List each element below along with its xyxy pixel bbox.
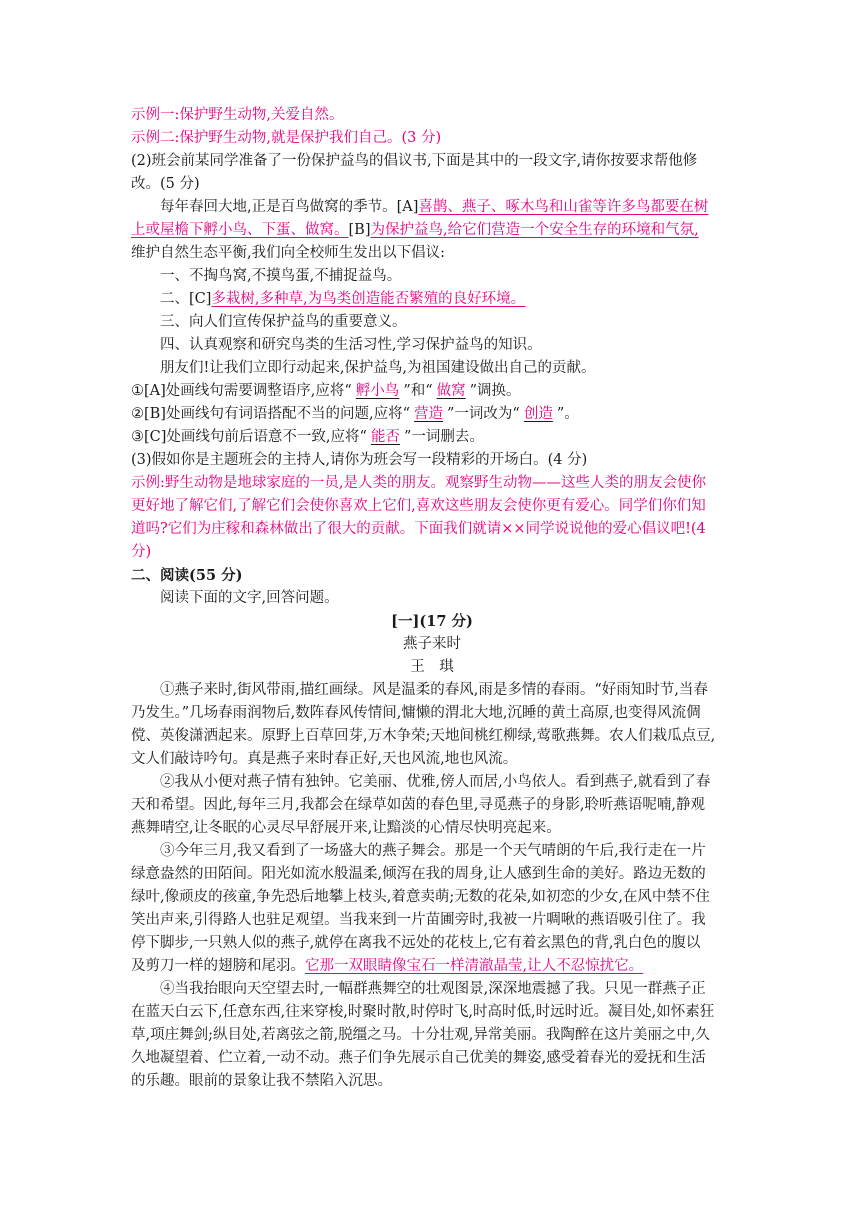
mark-b: [B] <box>348 222 371 238</box>
section-2-intro: 阅读下面的文字,回答问题。 <box>160 590 339 606</box>
proposal-line2 <box>131 219 733 242</box>
underlined-sentence-eyes: 它那一双眼睛像宝石一样清澈晶莹,让人不忍惊扰它。 <box>305 958 644 974</box>
paragraph-4-line: 在蓝天白云下,任意东西,往来穿梭,时聚时散,时停时飞,时高时低,时远时近。凝目处,如怀素狂 <box>131 1004 715 1020</box>
paragraph-3-line: 绿意盎然的田陌间。阳光如流水般温柔,倾泻在我的周身,让人感到生命的美好。路边无数的 <box>131 866 706 882</box>
paragraph-1-line: ①燕子来时,街风带雨,描红画绿。风是温柔的春风,雨是多情的春雨。“好雨知时节,当春 <box>160 682 708 698</box>
question-2-line2: 改。(5 分) <box>131 176 200 192</box>
underlined-sentence-b: 为保护益鸟,给它们营造一个安全生存的环境和气氛, <box>370 222 699 238</box>
question-2-line1: (2)班会前某同学准备了一份保护益鸟的倡议书,下面是其中的一段文字,请你按要求帮他修 <box>131 153 698 169</box>
proposal-text: 每年春回大地,正是百鸟做窝的季节。 <box>160 199 397 215</box>
proposal-closing: 朋友们!让我们立即行动起来,保护益鸟,为祖国建设做出自己的贡献。 <box>160 360 596 376</box>
article-author: 王 琪 <box>410 659 454 675</box>
proposal-item-2: 二、[C]多栽树,多种草,为鸟类创造能否繁殖的良好环境。 <box>160 291 526 307</box>
paragraph-2-line: 燕舞晴空,让冬眠的心灵尽早舒展开来,让黯淡的心情尽快明亮起来。 <box>131 820 561 836</box>
paragraph-3-line: 停下脚步,一只熟人似的燕子,就停在离我不远处的花枝上,它有着玄黑色的背,乳白色的腹以 <box>131 935 701 951</box>
proposal-item-1: 一、不掏鸟窝,不摸鸟蛋,不捕捉益鸟。 <box>160 268 402 284</box>
paragraph-4-line: 久地凝望着、伫立着,一动不动。燕子们争先展示自己优美的舞姿,感受着春光的爱抚和生活 <box>131 1050 706 1066</box>
document-page <box>131 104 733 1093</box>
answer-blank: 能否 <box>370 429 400 445</box>
question-3: (3)假如你是主题班会的主持人,请你为班会写一段精彩的开场白。(4 分) <box>131 452 588 468</box>
q3-answer-line: 道吗?它们为庄稼和森林做出了很大的贡献。下面我们就请××同学说说他的爱心倡议吧!(4 <box>131 521 706 537</box>
paragraph-4-line: 的乐趣。眼前的景象让我不禁陷入沉思。 <box>131 1073 392 1089</box>
example-one: 示例一:保护野生动物,关爱自然。 <box>131 107 344 123</box>
paragraph-1-line: 傥、英俊潇洒起来。原野上百草回芽,万木争荣;天地间桃红柳绿,莺歌燕舞。农人们栽瓜点豆, <box>131 728 716 744</box>
q3-answer-line: 示例:野生动物是地球家庭的一员,是人类的朋友。观察野生动物——这些人类的朋友会使你 <box>131 475 706 491</box>
article-title: 燕子来时 <box>403 636 461 652</box>
subquestion-2: ②[B]处画线句有词语搭配不当的问题,应将“ 营造 ”一词改为“ 创造 ”。 <box>131 403 733 426</box>
example-two: 示例二:保护野生动物,就是保护我们自己。(3 分) <box>131 130 442 146</box>
paragraph-2-line: ②我从小便对燕子情有独钟。它美丽、优雅,傍人而居,小鸟依人。看到燕子,就看到了春 <box>160 774 711 790</box>
paragraph-2-line: 天和希望。因此,每年三月,我都会在绿草如茵的春色里,寻觅燕子的身影,聆听燕语呢喃,静观 <box>131 797 706 813</box>
paragraph-3-line: ③今年三月,我又看到了一场盛大的燕子舞会。那是一个天气晴朗的午后,我行走在一片 <box>160 843 706 859</box>
answer-blank: 做窝 <box>436 383 466 399</box>
answer-blank: 孵小鸟 <box>355 383 400 399</box>
paragraph-3-line: 绿叶,像顽皮的孩童,争先恐后地攀上枝头,着意卖萌;无数的花朵,如初恋的少女,在风中禁不住 <box>131 889 710 905</box>
underlined-sentence-a1: 喜鹊、燕子、啄木鸟和山雀等许多鸟都要在树 <box>418 199 709 215</box>
proposal-item-4: 四、认真观察和研究鸟类的生活习性,学习保护益鸟的知识。 <box>160 337 542 353</box>
answer-blank: 创造 <box>523 406 553 422</box>
paragraph-1-line: 文人们敲诗吟句。真是燕子来时春正好,天也风流,地也风流。 <box>131 751 518 767</box>
proposal-line1 <box>131 196 733 219</box>
section-2-heading: 二、阅读(55 分) <box>131 567 243 584</box>
paragraph-4-line: 草,项庄舞剑;纵目处,若离弦之箭,脱缰之马。十分壮观,异常美丽。我陶醉在这片美丽之中,久 <box>131 1027 710 1043</box>
q3-answer-line: 更好地了解它们,了解它们会使你喜欢上它们,喜欢这些朋友会使你更有爱心。同学们你们知 <box>131 498 706 514</box>
subquestion-1: ①[A]处画线句需要调整语序,应将“ 孵小鸟 ”和“ 做窝 ”调换。 <box>131 380 733 403</box>
mark-a: [A] <box>396 199 419 215</box>
paragraph-1-line: 乃发生。”几场春雨润物后,数阵春风传情间,慵懒的渭北大地,沉睡的黄土高原,也变得风流倜 <box>131 705 701 721</box>
part-1-heading: [一](17 分) <box>391 613 473 630</box>
paragraph-3-line: 笑出声来,引得路人也驻足观望。当我来到一片苗圃旁时,我被一片啁啾的燕语吸引住了。我 <box>131 912 706 928</box>
paragraph-3-line: 及剪刀一样的翅膀和尾羽。它那一双眼睛像宝石一样清澈晶莹,让人不忍惊扰它。 <box>131 958 644 974</box>
underlined-sentence-a2: 上或屋檐下孵小鸟、下蛋、做窝。 <box>131 222 349 238</box>
proposal-item-3: 三、向人们宣传保护益鸟的重要意义。 <box>160 314 407 330</box>
proposal-line3: 维护自然生态平衡,我们向全校师生发出以下倡议: <box>131 245 445 261</box>
answer-blank: 营造 <box>414 406 443 422</box>
mark-c: [C] <box>189 291 212 307</box>
subquestion-3: ③[C]处画线句前后语意不一致,应将“ 能否 ”一词删去。 <box>131 426 733 449</box>
q3-answer-line: 分) <box>131 544 152 560</box>
paragraph-4-line: ④当我抬眼向天空望去时,一幅群燕舞空的壮观图景,深深地震撼了我。只见一群燕子正 <box>160 981 706 997</box>
underlined-sentence-c: 多栽树,多种草,为鸟类创造能否繁殖的良好环境。 <box>211 291 526 307</box>
